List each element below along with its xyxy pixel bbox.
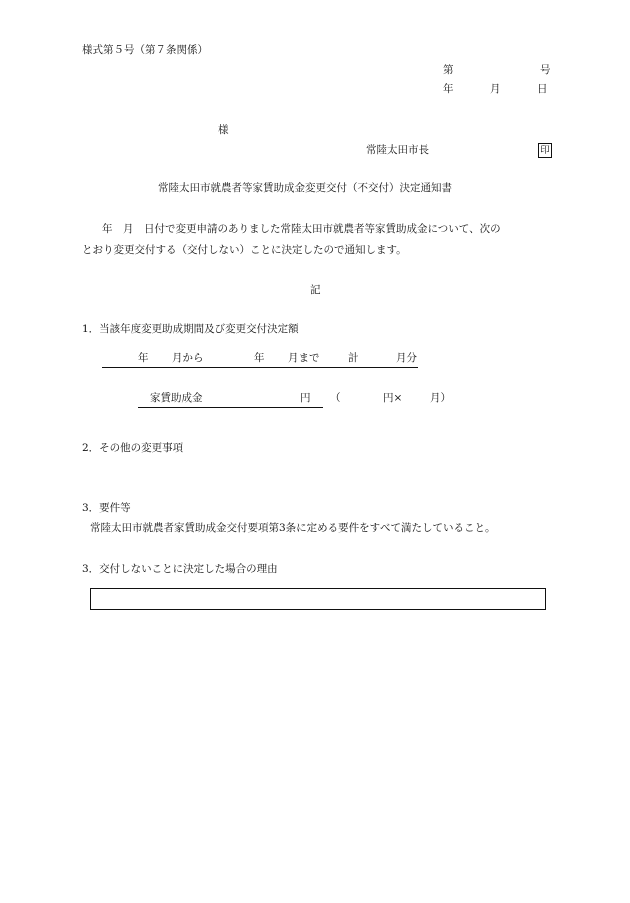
- addressee-suffix: 様: [218, 124, 229, 136]
- issuer-name: 常陸太田市長: [366, 144, 429, 156]
- subsidy-paren-open: （: [330, 392, 341, 404]
- document-title: 常陸太田市就農者等家賃助成金変更交付（不交付）決定通知書: [158, 182, 452, 194]
- period-year-2: 年: [254, 352, 265, 364]
- period-months: 月分: [396, 352, 417, 364]
- period-underline: [102, 367, 418, 368]
- body-line-1: 年 月 日付で変更申請のありました常陸太田市就農者等家賃助成金について、次の: [102, 223, 501, 235]
- subsidy-yen: 円: [300, 392, 311, 404]
- doc-number-prefix: 第: [443, 64, 454, 76]
- period-month-to: 月まで: [288, 352, 320, 364]
- period-month-from: 月から: [172, 352, 204, 364]
- section-1-heading: 1．当該年度変更助成期間及び変更交付決定額: [82, 323, 299, 335]
- section-2-heading: 2．その他の変更事項: [82, 442, 184, 454]
- period-total: 計: [348, 352, 359, 364]
- period-year-1: 年: [138, 352, 149, 364]
- date-month: 月: [490, 83, 501, 95]
- subsidy-underline: [138, 407, 323, 408]
- body-line-2: とおり変更交付する（交付しない）ことに決定したので通知します。: [82, 244, 407, 256]
- form-number: 様式第５号（第７条関係）: [82, 44, 208, 56]
- subsidy-month-close: 月）: [430, 392, 451, 404]
- date-day: 日: [537, 83, 548, 95]
- section-4-heading: 3．交付しないことに決定した場合の理由: [82, 563, 278, 575]
- ki-heading: 記: [310, 284, 321, 296]
- section-3-heading: 3．要件等: [82, 502, 131, 514]
- subsidy-yen-times: 円×: [383, 392, 403, 404]
- section-3-text: 常陸太田市就農者家賃助成金交付要項第3条に定める要件をすべて満たしていること。: [90, 522, 496, 534]
- date-year: 年: [443, 83, 454, 95]
- subsidy-label: 家賃助成金: [150, 392, 203, 404]
- seal-mark: 印: [538, 143, 552, 158]
- doc-number-suffix: 号: [540, 64, 551, 76]
- reason-box: [90, 588, 546, 610]
